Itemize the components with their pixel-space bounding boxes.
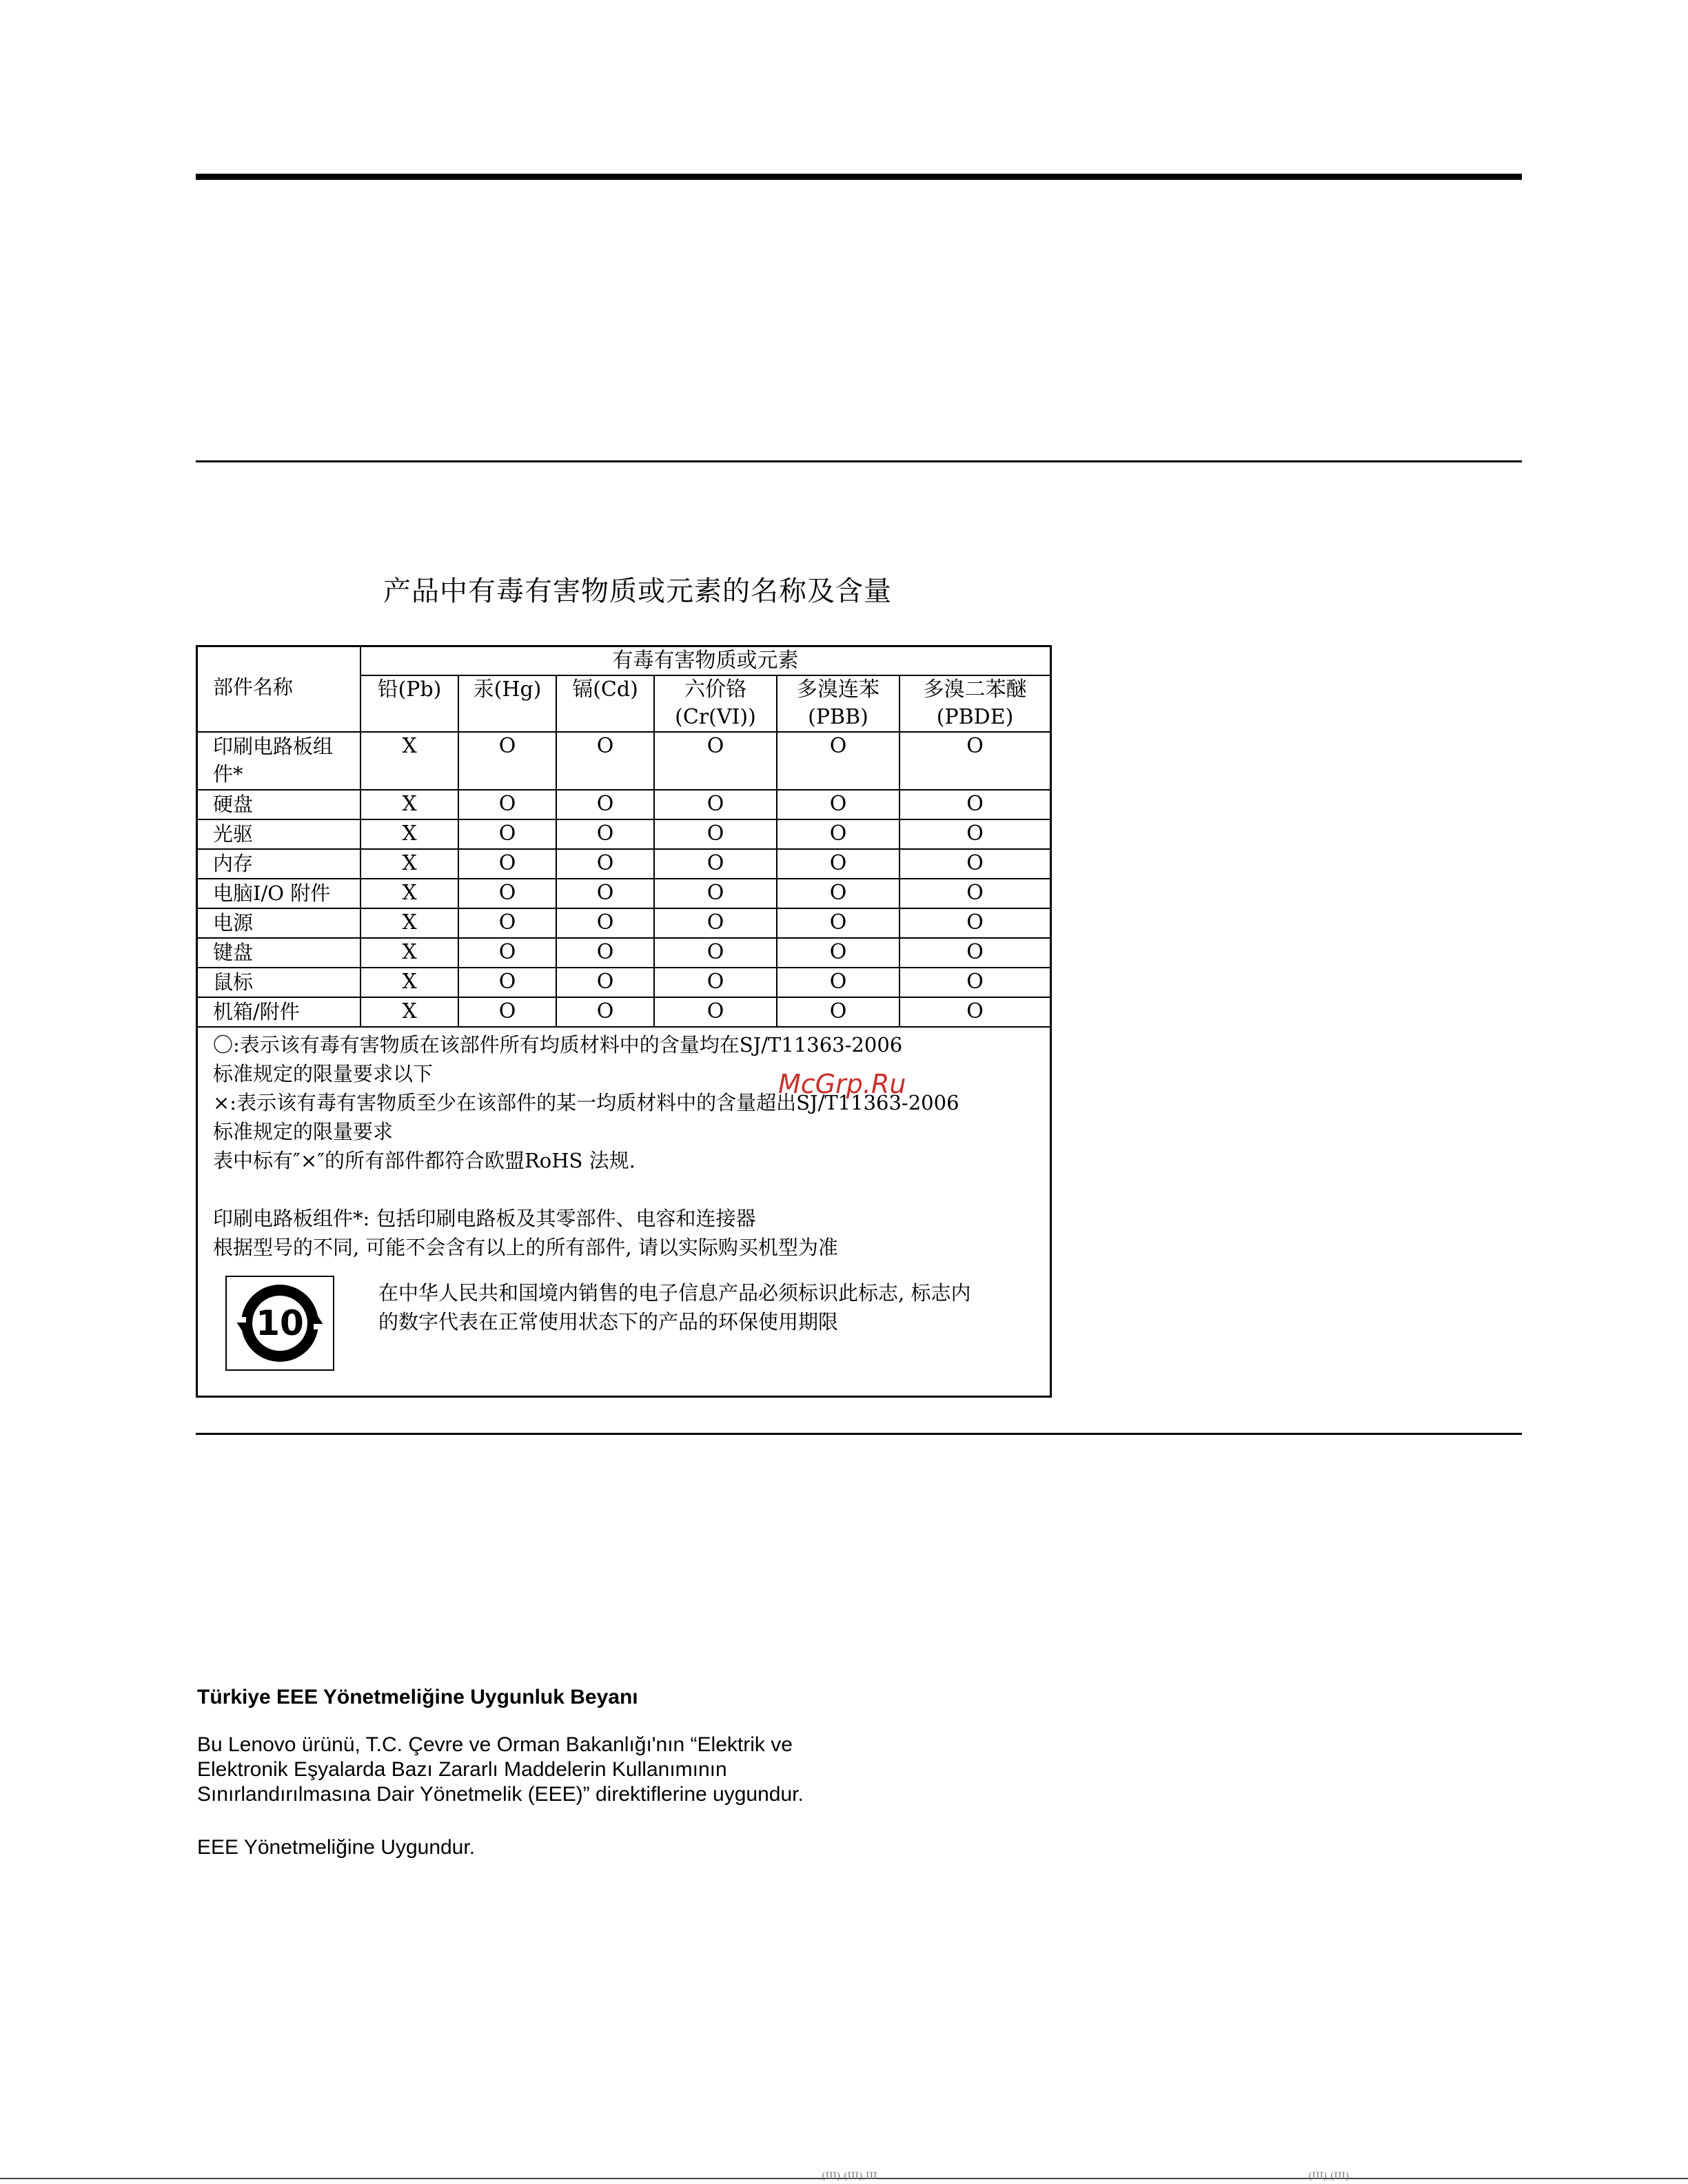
table-row [198, 732, 1050, 790]
substance-value-cell: O [899, 997, 1050, 1027]
substance-value-cell: O [777, 819, 899, 849]
substance-value-cell: O [777, 879, 899, 908]
table-row [198, 938, 1050, 968]
part-name-cell: 印刷电路板组 件* [198, 732, 360, 790]
substance-value-cell: O [899, 732, 1050, 790]
note-line: 根据型号的不同, 可能不会含有以上的所有部件, 请以实际购买机型为准 [213, 1236, 838, 1259]
substance-value-cell: O [556, 968, 654, 997]
turkey-section-title: Türkiye EEE Yönetmeliğine Uygunluk Beyanı [197, 1686, 638, 1708]
footer-fragment: (III) (III) III [822, 2171, 877, 2182]
table-row [198, 790, 1050, 819]
substance-value-cell: O [899, 968, 1050, 997]
header-part-name: 部件名称 [198, 647, 360, 732]
efup-10-icon [227, 1277, 333, 1369]
efup-number: 10 [256, 1303, 304, 1343]
table-row [198, 849, 1050, 879]
substance-value-cell: X [360, 968, 458, 997]
substance-value-cell: O [777, 790, 899, 819]
part-name-cell: 电脑I/O 附件 [198, 879, 360, 908]
substance-value-cell: X [360, 732, 458, 790]
header-substance: 多溴二苯醚 (PBDE) [899, 675, 1050, 732]
substance-value-cell: O [654, 938, 777, 968]
substance-value-cell: X [360, 879, 458, 908]
substance-value-cell: O [899, 819, 1050, 849]
substance-value-cell: O [654, 790, 777, 819]
substance-value-cell: X [360, 997, 458, 1027]
substance-value-cell: O [556, 732, 654, 790]
china-rohs-title: 产品中有毒有害物质或元素的名称及含量 [383, 575, 892, 607]
substance-value-cell: O [777, 849, 899, 879]
substance-value-cell: O [556, 819, 654, 849]
substance-value-cell: O [556, 908, 654, 938]
part-name-cell: 电源 [198, 908, 360, 938]
hazardous-substance-table-box [196, 645, 1052, 1398]
substance-value-cell: O [777, 997, 899, 1027]
note-line: 印刷电路板组件*: 包括印刷电路板及其零部件、电容和连接器 [213, 1207, 756, 1230]
top-thick-rule [196, 174, 1522, 180]
substance-value-cell: X [360, 790, 458, 819]
header-substance: 铅(Pb) [360, 675, 458, 732]
note-line: 〇:表示该有毒有害物质在该部件所有均质材料中的含量均在SJ/T11363-2006 [213, 1033, 903, 1057]
substance-value-cell: O [458, 732, 556, 790]
substance-value-cell: X [360, 938, 458, 968]
substance-value-cell: O [458, 997, 556, 1027]
substance-value-cell: O [654, 968, 777, 997]
substance-value-cell: O [899, 849, 1050, 879]
substance-value-cell: O [654, 997, 777, 1027]
table-row [198, 968, 1050, 997]
substance-value-cell: O [777, 938, 899, 968]
substance-value-cell: O [458, 908, 556, 938]
part-name-cell: 键盘 [198, 938, 360, 968]
note-line: 标准规定的限量要求以下 [213, 1062, 434, 1085]
substance-value-cell: O [777, 908, 899, 938]
part-name-cell: 机箱/附件 [198, 997, 360, 1027]
substance-value-cell: O [654, 819, 777, 849]
substance-value-cell: X [360, 849, 458, 879]
note-line: 表中标有″×″的所有部件都符合欧盟RoHS 法规. [213, 1149, 635, 1172]
substance-value-cell: O [458, 968, 556, 997]
watermark: McGrp.Ru [778, 1069, 906, 1099]
substance-value-cell: O [654, 732, 777, 790]
substance-value-cell: O [777, 968, 899, 997]
substance-value-cell: O [556, 849, 654, 879]
substance-value-cell: O [654, 849, 777, 879]
table-row [198, 819, 1050, 849]
header-substance: 镉(Cd) [556, 675, 654, 732]
substance-value-cell: O [899, 790, 1050, 819]
substance-value-cell: X [360, 819, 458, 849]
efup-logo-frame [225, 1276, 334, 1371]
substance-value-cell: O [458, 849, 556, 879]
substance-value-cell: O [899, 879, 1050, 908]
part-name-cell: 光驱 [198, 819, 360, 849]
substance-value-cell: O [458, 879, 556, 908]
part-name-cell: 硬盘 [198, 790, 360, 819]
efup-description: 在中华人民共和国境内销售的电子信息产品必须标识此标志, 标志内 的数字代表在正常使用状态下的产品的环保使用期限 [378, 1281, 971, 1334]
header-substance-group: 有毒有害物质或元素 [360, 647, 1050, 675]
substance-value-cell: O [899, 908, 1050, 938]
substance-value-cell: O [458, 938, 556, 968]
substance-value-cell: O [556, 938, 654, 968]
turkey-footer-line: EEE Yönetmeliğine Uygundur. [197, 1836, 476, 1859]
header-substance: 六价铬 (Cr(VI)) [654, 675, 777, 732]
part-name-cell: 鼠标 [198, 968, 360, 997]
table-row [198, 997, 1050, 1027]
turkey-body: Bu Lenovo ürünü, T.C. Çevre ve Orman Bakanlığı'nın “Elektrik ve Elektronik Eşyalarda Bazı Zararlı Maddelerin Kullanımının Sınırlandırılmasına Dair Yönetmelik (EEE)” direktiflerine uygundur. [197, 1733, 804, 1806]
substance-value-cell: O [458, 819, 556, 849]
substance-value-cell: O [777, 732, 899, 790]
table-row [198, 908, 1050, 938]
substance-value-cell: O [654, 879, 777, 908]
substance-value-cell: O [458, 790, 556, 819]
section-divider-top [196, 460, 1522, 462]
footer-fragment: (III) (III) [1308, 2171, 1350, 2182]
substance-value-cell: O [556, 790, 654, 819]
substance-value-cell: O [556, 997, 654, 1027]
substance-value-cell: O [556, 879, 654, 908]
substance-value-cell: O [654, 908, 777, 938]
hazardous-substance-table [198, 647, 1050, 1028]
header-substance: 汞(Hg) [458, 675, 556, 732]
table-notes [213, 1030, 1040, 1262]
header-substance: 多溴连苯 (PBB) [777, 675, 899, 732]
section-divider-bottom [196, 1433, 1522, 1435]
note-line [213, 1175, 1040, 1204]
note-line: ×:表示该有毒有害物质至少在该部件的某一均质材料中的含量超出SJ/T11363-2006 [213, 1091, 959, 1114]
substance-value-cell: O [899, 938, 1050, 968]
part-name-cell: 内存 [198, 849, 360, 879]
note-line: 标准规定的限量要求 [213, 1120, 394, 1143]
table-row [198, 879, 1050, 908]
substance-value-cell: X [360, 908, 458, 938]
